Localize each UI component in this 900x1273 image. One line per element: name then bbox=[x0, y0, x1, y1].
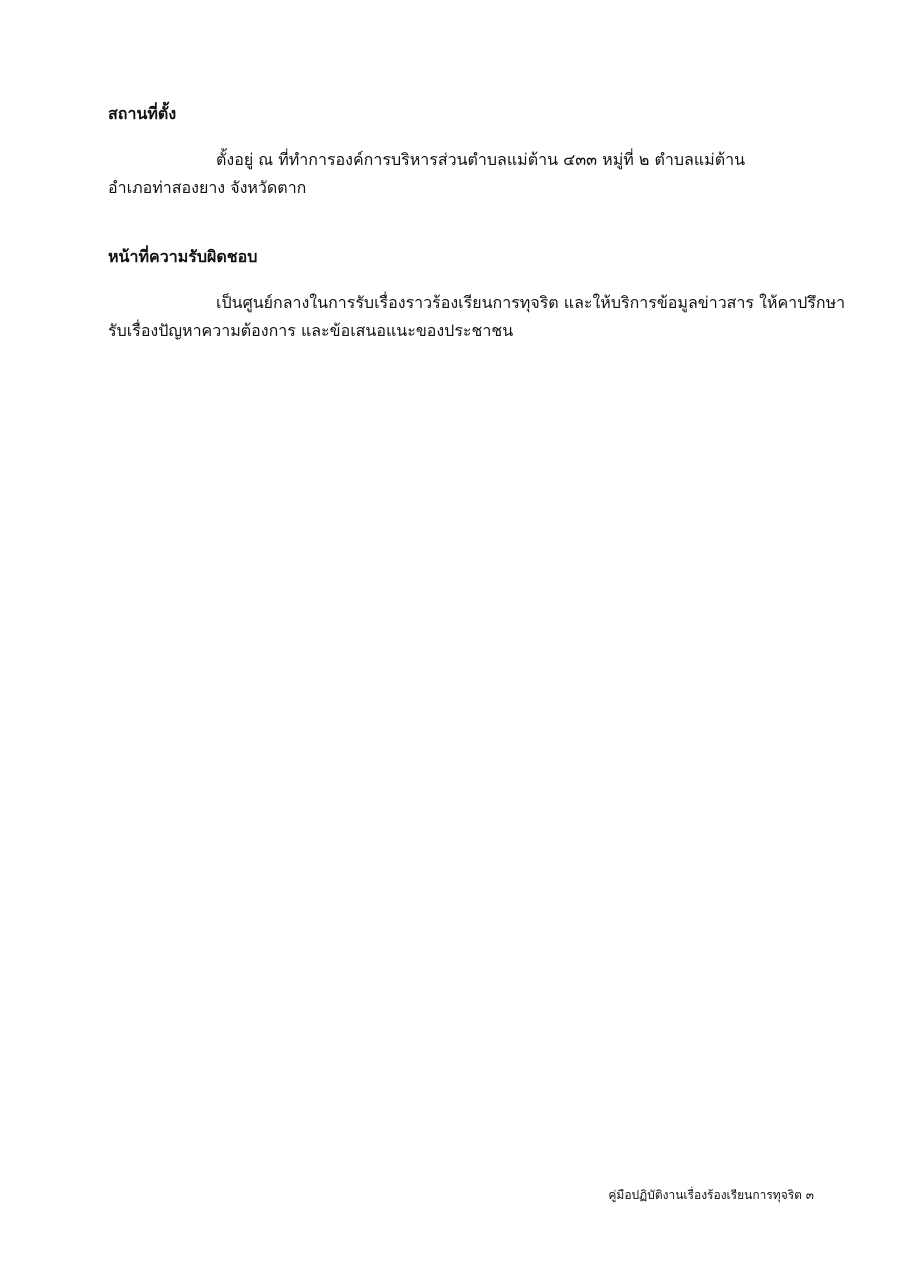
location-line-1: ตั้งอยู่ ณ ที่ทำการองค์การบริหารส่วนตำบลแม่ต้าน ๔๓๓ หมู่ที่ ๒ ตำบลแม่ต้าน bbox=[216, 150, 746, 169]
duty-paragraph bbox=[108, 289, 846, 345]
location-paragraph bbox=[108, 146, 816, 202]
location-line-2: อำเภอท่าสองยาง จังหวัดตาก bbox=[108, 178, 307, 197]
duty-line-1: เป็นศูนย์กลางในการรับเรื่องราวร้องเรียนการทุจริต และให้บริการข้อมูลข่าวสาร ให้คาปรึกษา bbox=[216, 293, 846, 312]
page-footer: คู่มือปฏิบัติงานเรื่องร้องเรียนการทุจริต ๓ bbox=[608, 1188, 814, 1202]
duty-heading: หน้าที่ความรับผิดชอบ bbox=[108, 247, 258, 266]
location-heading: สถานที่ตั้ง bbox=[108, 104, 177, 123]
duty-line-2: รับเรื่องปัญหาความต้องการ และข้อเสนอแนะของประชาชน bbox=[108, 321, 514, 340]
